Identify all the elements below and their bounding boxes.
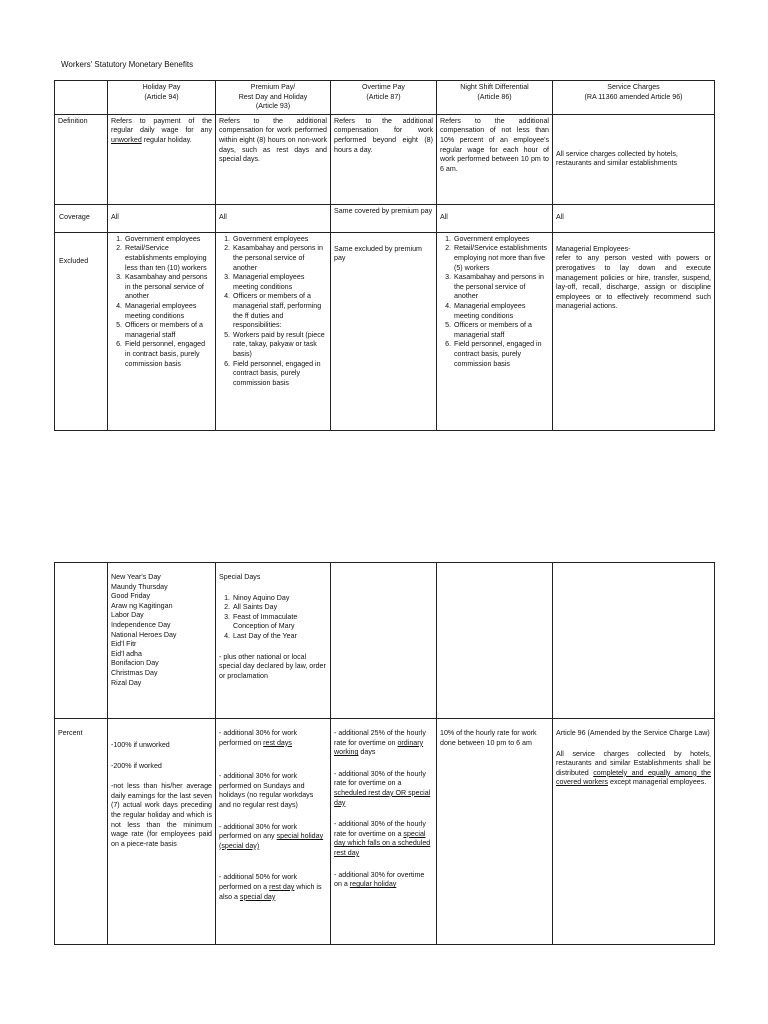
header-line: Holiday Pay: [142, 83, 181, 91]
holiday-item: Bonifacion Day: [111, 659, 159, 668]
coverage-premium: All: [216, 204, 331, 232]
row-label-percent: Percent: [55, 719, 108, 945]
underlined-text: regular holiday: [349, 880, 397, 889]
paragraph: [334, 770, 433, 808]
text: - additional 30% for work performed on any: [219, 822, 298, 841]
holiday-item: Christmas Day: [111, 668, 158, 677]
coverage-row: [55, 204, 715, 232]
service-excluded-title: Managerial Employees-: [556, 244, 631, 253]
empty-cell: [331, 563, 437, 719]
holiday-item: Maundy Thursday: [111, 582, 168, 591]
list-item: 3. Feast of Immaculate Conception of Mary: [232, 613, 327, 632]
list-item: 2. Retail/Service establishments employing less than ten (10) workers: [124, 244, 212, 273]
percent-overtime: [331, 719, 437, 945]
definition-holiday: [108, 114, 216, 204]
header-service-charges: [553, 81, 715, 115]
empty-cell: [553, 563, 715, 719]
empty-cell: [437, 563, 553, 719]
row-label-definition: Definition: [55, 114, 108, 204]
percent-premium: [216, 719, 331, 945]
list-item: 6. Field personnel, engaged in contract basis, purely commission basis: [124, 340, 212, 369]
underlined-text: ordinary working: [334, 738, 424, 757]
regular-holidays: [108, 563, 216, 719]
holiday-item: National Heroes Day: [111, 630, 177, 639]
underlined-text: special holiday (special day): [219, 832, 324, 850]
holiday-item: Eid'l adha: [111, 649, 142, 658]
text: Refers to payment of the regular daily wage for any: [111, 116, 212, 135]
excluded-premium: [216, 232, 331, 430]
list-item: 4. Officers or members of a managerial staff, performing the ff duties and responsibilities:: [232, 292, 327, 330]
header-line: (Article 86): [477, 92, 512, 101]
text: which is also a: [219, 882, 322, 901]
list-item: 1. Government employees: [232, 235, 327, 245]
holiday-item: Independence Day: [111, 620, 171, 629]
header-line: (Article 94): [144, 92, 179, 101]
text: days: [358, 748, 376, 757]
list-item: 1. Government employees: [453, 235, 549, 245]
corner-cell: [55, 81, 108, 115]
text: - additional 30% of the hourly rate for overtime on a: [334, 820, 426, 838]
text: Article 96 (Amended by the Service Charge Law): [556, 729, 710, 737]
excluded-row: [55, 232, 715, 430]
header-overtime-pay: [331, 81, 437, 115]
header-premium-pay: [216, 81, 331, 115]
paragraph: [334, 820, 433, 858]
text: - additional 30% of the hourly rate for overtime on a: [334, 769, 426, 788]
header-row: [55, 81, 715, 115]
underlined-text: completely and equally among the covered workers: [556, 768, 711, 787]
definition-row: [55, 114, 715, 204]
definition-night: Refers to the additional compensation of not less than 10% percent of an employee's regular wage for each hour of work performed between 10 pm to 6 am.: [437, 114, 553, 204]
list-item: 4. Managerial employees meeting conditions: [124, 302, 212, 321]
list-item: 6. Field personnel, engaged in contract basis, purely commission basis: [453, 340, 549, 369]
excluded-holiday: [108, 232, 216, 430]
special-days: [216, 563, 331, 719]
text: - additional 30% for work performed on Sundays and holidays (no regular workdays and no regular rest days): [219, 772, 314, 809]
header-line: Service Charges: [607, 83, 660, 91]
text: -200% if worked: [111, 761, 162, 770]
list-item: 1. Ninoy Aquino Day: [232, 594, 327, 604]
list-item: 3. Kasambahay and persons in the personal service of another: [124, 273, 212, 302]
definition-overtime: Refers to the additional compensation for work performed beyond eight (8) hours a day.: [331, 114, 437, 204]
holiday-item: Rizal Day: [111, 678, 142, 687]
paragraph: [219, 729, 327, 748]
underlined-text: rest day: [269, 882, 295, 891]
special-days-title: Special Days: [219, 573, 261, 581]
text: - additional 30% for work performed on: [219, 729, 298, 747]
underlined-text: rest days: [263, 738, 292, 747]
header-line: (RA 11360 amended Article 96): [584, 92, 683, 101]
service-excluded-body: refer to any person vested with powers or prerogatives to lay down and execute management policies or hire, transfer, suspend, lay-off, recall, discharge, assign or discipline employees or to effectively recommend such managerial actions.: [556, 254, 711, 311]
holiday-item: Eid'l Fitr: [111, 640, 137, 649]
header-line: Premium Pay/: [250, 83, 296, 91]
paragraph: [219, 873, 327, 902]
header-holiday-pay: [108, 81, 216, 115]
percent-holiday: [108, 719, 216, 945]
list-item: 6. Field personnel, engaged in contract basis, purely commission basis: [232, 360, 327, 389]
paragraph: [334, 871, 433, 890]
text: All service charges collected by hotels, restaurants and similar Establishments shall be distributed: [556, 749, 711, 777]
list-item: 2. Retail/Service establishments employing not more than five (5) workers: [453, 244, 549, 273]
holiday-item: Labor Day: [111, 611, 144, 620]
excluded-service: [553, 232, 715, 430]
list-item: 2. All Saints Day: [232, 603, 327, 613]
holiday-item: New Year's Day: [111, 573, 161, 581]
row-label-excluded: Excluded: [55, 232, 108, 430]
coverage-service: All: [553, 204, 715, 232]
excluded-night: [437, 232, 553, 430]
definition-premium: Refers to the additional compensation for work performed within eight (8) hours on non-work days, such as rest days and special days.: [216, 114, 331, 204]
list-item: 5. Officers or members of a managerial staff: [453, 321, 549, 340]
list-item: 5. Workers paid by result (piece rate, takay, pakyaw or task basis): [232, 331, 327, 360]
paragraph: [334, 729, 433, 758]
header-line: Overtime Pay: [362, 83, 405, 91]
text: - additional 50% for work performed on a: [219, 873, 298, 891]
coverage-night: All: [437, 204, 553, 232]
percent-night: 10% of the hourly rate for work done between 10 pm to 6 am: [437, 719, 553, 945]
benefits-table-bottom: [54, 562, 715, 945]
paragraph: [219, 823, 327, 852]
holiday-item: Araw ng Kagitingan: [111, 601, 173, 610]
text: - additional 30% for overtime on a: [334, 870, 425, 889]
excluded-overtime: Same excluded by premium pay: [331, 232, 437, 430]
holiday-item: Good Friday: [111, 592, 151, 601]
underlined-text: scheduled rest day OR special day: [334, 788, 431, 807]
list-item: 3. Managerial employees meeting conditions: [232, 273, 327, 292]
text: -not less than his/her average daily earnings for the last seven (7) actual work days preceding the regular holiday and which is not less than the minimum wage rate (for employees paid on a piece-rate basis: [111, 782, 212, 848]
holidays-row: [55, 563, 715, 719]
empty-label-cell: [55, 563, 108, 719]
text: - additional 25% of the hourly rate for overtime on: [334, 729, 426, 747]
header-line: (Article 87): [366, 92, 401, 101]
header-night-shift: [437, 81, 553, 115]
underlined-text: unworked: [111, 135, 142, 144]
header-line: (Article 93): [255, 102, 291, 111]
coverage-holiday: All: [108, 204, 216, 232]
list-item: 5. Officers or members of a managerial staff: [124, 321, 212, 340]
text: except managerial employees.: [608, 778, 707, 787]
benefits-table-top: [54, 80, 715, 431]
percent-service: [553, 719, 715, 945]
list-item: 3. Kasambahay and persons in the personal service of another: [453, 273, 549, 302]
text: -100% if unworked: [111, 741, 170, 749]
percent-row: [55, 719, 715, 945]
list-item: 4. Managerial employees meeting conditions: [453, 302, 549, 321]
list-item: 2. Kasambahay and persons in the personal service of another: [232, 244, 327, 273]
underlined-text: special day which falls on a scheduled rest day: [334, 829, 431, 857]
document-title: Workers' Statutory Monetary Benefits: [61, 60, 194, 69]
text: regular holiday.: [141, 135, 192, 144]
header-line: Night Shift Differential: [460, 83, 529, 91]
definition-service: All service charges collected by hotels, restaurants and similar establishments: [553, 114, 715, 204]
paragraph: [556, 750, 711, 788]
coverage-overtime: Same covered by premium pay: [331, 204, 437, 232]
header-line: Rest Day and Holiday: [238, 92, 308, 101]
list-item: 4. Last Day of the Year: [232, 632, 327, 642]
underlined-text: special day: [239, 892, 276, 901]
special-days-note: - plus other national or local special day declared by law, order or proclamation: [219, 652, 326, 680]
list-item: 1. Government employees: [124, 235, 212, 245]
row-label-coverage: Coverage: [55, 204, 108, 232]
